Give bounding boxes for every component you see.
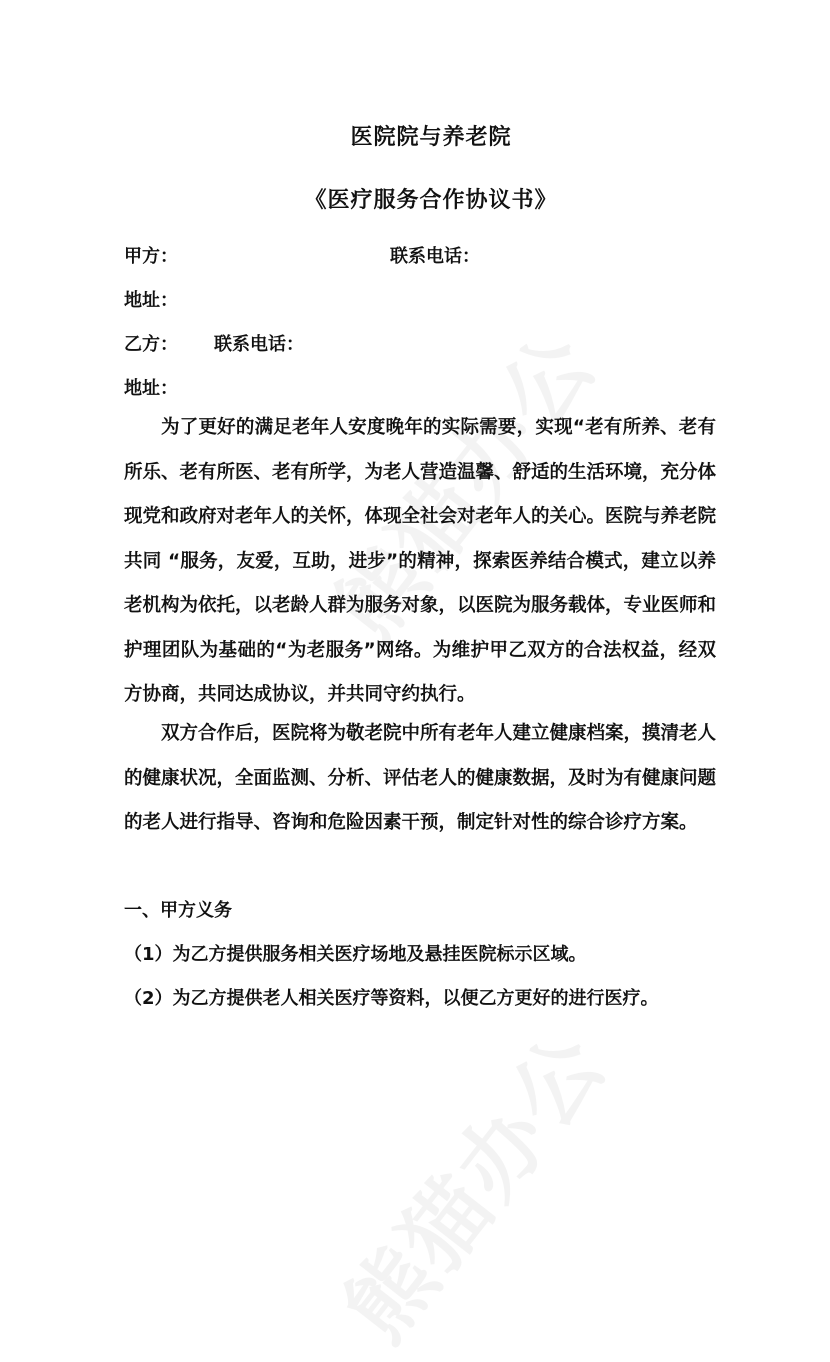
party-a-label: 甲方： [124,246,178,267]
party-a-address-label: 地址： [124,290,178,311]
paragraph-cooperation: 双方合作后，医院将为敬老院中所有老年人建立健康档案，摸清老人的健康状况，全面监测、分析、评估老人的健康数据，及时为有健康问题的老人进行指导、咨询和危险因素干预，制定针对性的综合诊疗方案。 [124,723,717,833]
document-subtitle: 《医疗服务合作协议书》 [304,188,558,213]
party-b-label: 乙方： [124,334,178,355]
paragraph-intro: 为了更好的满足老年人安度晚年的实际需要，实现“老有所养、老有所乐、老有所医、老有所学，为老人营造温馨、舒适的生活环境，充分体现党和政府对老年人的关怀，体现全社会对老年人的关心。医院与养老院共同 “服务，友爱，互助，进步”的精神，探索医养结合模式，建立以养老机构为依托，以老龄人群为服务对象，以医院为服务载体，专业医师和护理团队为基础的“为老服务”网络。为维护甲乙双方的合法权益，经双方协商，共同达成协议，并共同守约执行。 [124,417,717,705]
party-b-phone-label: 联系电话： [214,334,304,355]
watermark [310,1002,629,1362]
section-heading: 一、甲方义务 [124,900,232,921]
party-a-phone-label: 联系电话： [390,246,480,267]
party-b-address-label: 地址： [124,378,178,399]
document-title: 医院院与养老院 [350,125,512,150]
obligation-item: （2）为乙方提供老人相关医疗等资料，以便乙方更好的进行医疗。 [124,988,659,1009]
obligation-item: （1）为乙方提供服务相关医疗场地及悬挂医院标示区域。 [124,944,587,965]
